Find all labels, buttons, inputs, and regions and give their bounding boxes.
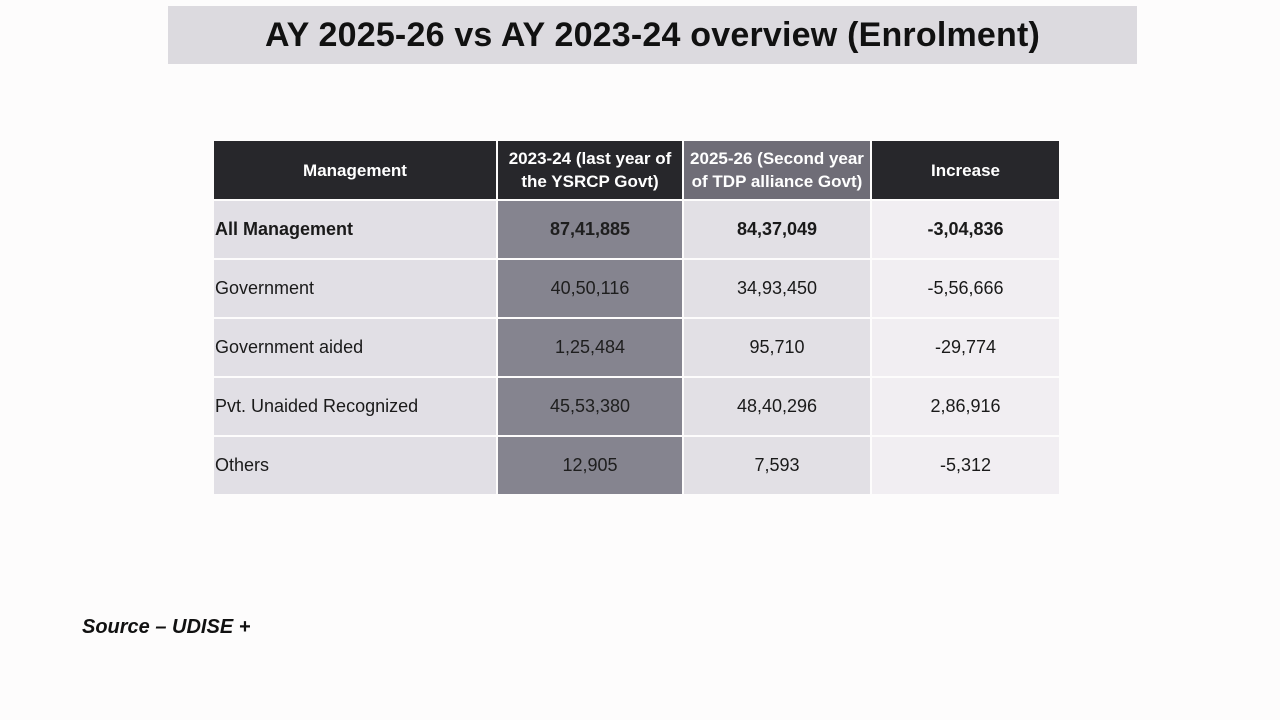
table-row [214, 436, 1059, 495]
row-2025-26-value: 84,37,049 [683, 200, 871, 259]
row-management: Government aided [214, 318, 497, 377]
header-2025-26: 2025-26 (Second year of TDP alliance Govt) [683, 141, 871, 200]
row-increase-value: 2,86,916 [871, 377, 1059, 436]
row-2025-26-value: 7,593 [683, 436, 871, 495]
row-2023-24-value: 1,25,484 [497, 318, 683, 377]
row-2025-26-value: 48,40,296 [683, 377, 871, 436]
row-2025-26-value: 34,93,450 [683, 259, 871, 318]
row-increase-value: -5,56,666 [871, 259, 1059, 318]
table-row [214, 377, 1059, 436]
title-banner [168, 6, 1137, 64]
row-management: Pvt. Unaided Recognized [214, 377, 497, 436]
row-management: All Management [214, 200, 497, 259]
table-header-row [214, 141, 1059, 200]
row-increase-value: -29,774 [871, 318, 1059, 377]
table-row [214, 259, 1059, 318]
table-row [214, 318, 1059, 377]
row-management: Government [214, 259, 497, 318]
row-2023-24-value: 12,905 [497, 436, 683, 495]
source-note: Source – UDISE + [82, 616, 251, 638]
row-management: Others [214, 436, 497, 495]
row-2023-24-value: 45,53,380 [497, 377, 683, 436]
row-increase-value: -5,312 [871, 436, 1059, 495]
table-row [214, 200, 1059, 259]
header-2023-24: 2023-24 (last year of the YSRCP Govt) [497, 141, 683, 200]
row-increase-value: -3,04,836 [871, 200, 1059, 259]
row-2023-24-value: 87,41,885 [497, 200, 683, 259]
header-increase: Increase [871, 141, 1059, 200]
row-2025-26-value: 95,710 [683, 318, 871, 377]
row-2023-24-value: 40,50,116 [497, 259, 683, 318]
header-management: Management [214, 141, 497, 200]
slide-title: AY 2025-26 vs AY 2023-24 overview (Enrolment) [264, 15, 1041, 54]
enrolment-table [214, 141, 1059, 496]
